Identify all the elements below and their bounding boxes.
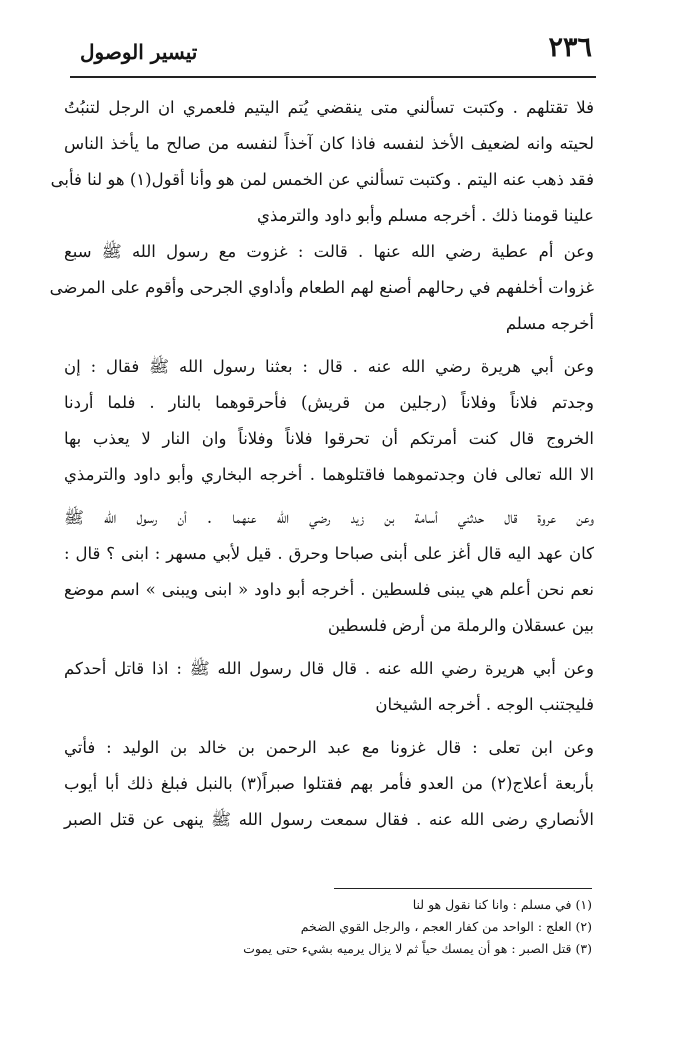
text-line: وجدتم فلاناً وفلاناً (رجلين من قريش) فأحرقوهما بالنار . فلما أردنا — [64, 393, 594, 412]
page-number: ٢٣٦ — [548, 32, 592, 63]
text-line: نعم نحن أعلم هي يبنى فلسطين . أخرجه أبو داود « ابنى ويبنى » اسم موضع — [64, 580, 594, 599]
body-text — [49, 90, 594, 838]
footnote: (١) في مسلم : وانا كنا نقول هو لنا — [412, 897, 592, 912]
text-line: بين عسقلان والرملة من أرض فلسطين — [327, 616, 594, 635]
text-line: أخرجه مسلم — [505, 314, 594, 333]
text-line: غزوات أخلفهم في رحالهم أصنع لهم الطعام وأداوي الجرحى وأقوم على المرضى — [49, 278, 594, 297]
text-line: الخروج قال كنت أمرتكم أن تحرقوا فلاناً وفلاناً وان النار لا يعذب بها — [64, 429, 594, 448]
footnote: (٣) قتل الصبر : هو أن يمسك حياً ثم لا يزال يرميه بشيء حتى يموت — [243, 941, 592, 956]
text-line: وعن أبي هريرة رضي الله عنه . قال : بعثنا رسول الله ﷺ فقال : إن — [64, 357, 594, 376]
text-line: فقد ذهب عنه اليتم . وكتبت تسألني عن الخمس لمن هو وأنا أقول(١) هو لنا فأبى — [50, 170, 594, 189]
page-header — [80, 32, 592, 74]
text-line: وعن أم عطية رضي الله عنها . قالت : غزوت مع رسول الله ﷺ سبع — [64, 242, 594, 261]
text-line: الأنصاري رضى الله عنه . فقال سمعت رسول الله ﷺ ينهى عن قتل الصبر — [64, 810, 594, 829]
text-line: فليجتنب الوجه . أخرجه الشيخان — [375, 695, 594, 714]
header-rule — [70, 76, 596, 78]
text-line: بأربعة أعلاج(٢) من العدو فأمر بهم فقتلوا صبراً(٣) بالنبل فبلغ ذلك أبا أيوب — [64, 774, 594, 793]
footnote: (٢) العلج : الواحد من كفار العجم ، والرجل القوي الضخم — [300, 919, 592, 934]
text-line: الا الله تعالى فان وجدتموهما فاقتلوهما . أخرجه البخاري وأبو داود والترمذي — [64, 465, 594, 484]
text-line: فلا تقتلهم . وكتبت تسألني متى ينقضي يُتم اليتيم فلعمري ان الرجل لتنبُتُ — [64, 98, 594, 117]
running-title: تيسير الوصول — [80, 40, 198, 64]
text-line: لحيته وانه لضعيف الأخذ لنفسه فاذا كان آخذاً لنفسه من صالح ما يأخذ الناس — [64, 134, 594, 153]
footnotes — [243, 894, 592, 960]
text-line: وعن عروة قال حدثني أسامة بن زيد رضي الله عنهما . أن رسول الله ﷺ — [64, 508, 594, 527]
text-line: كان عهد اليه قال أغز على أبنى صباحا وحرق . قيل لأبي مسهر : ابنى ؟ قال : — [64, 544, 594, 563]
text-line: وعن أبي هريرة رضي الله عنه . قال قال رسول الله ﷺ : اذا قاتل أحدكم — [64, 659, 594, 678]
text-line: وعن ابن تعلى : قال غزونا مع عبد الرحمن بن خالد بن الوليد : فأتي — [64, 738, 594, 757]
text-line: علينا قومنا ذلك . أخرجه مسلم وأبو داود والترمذي — [257, 206, 594, 225]
footnote-rule — [334, 888, 592, 889]
